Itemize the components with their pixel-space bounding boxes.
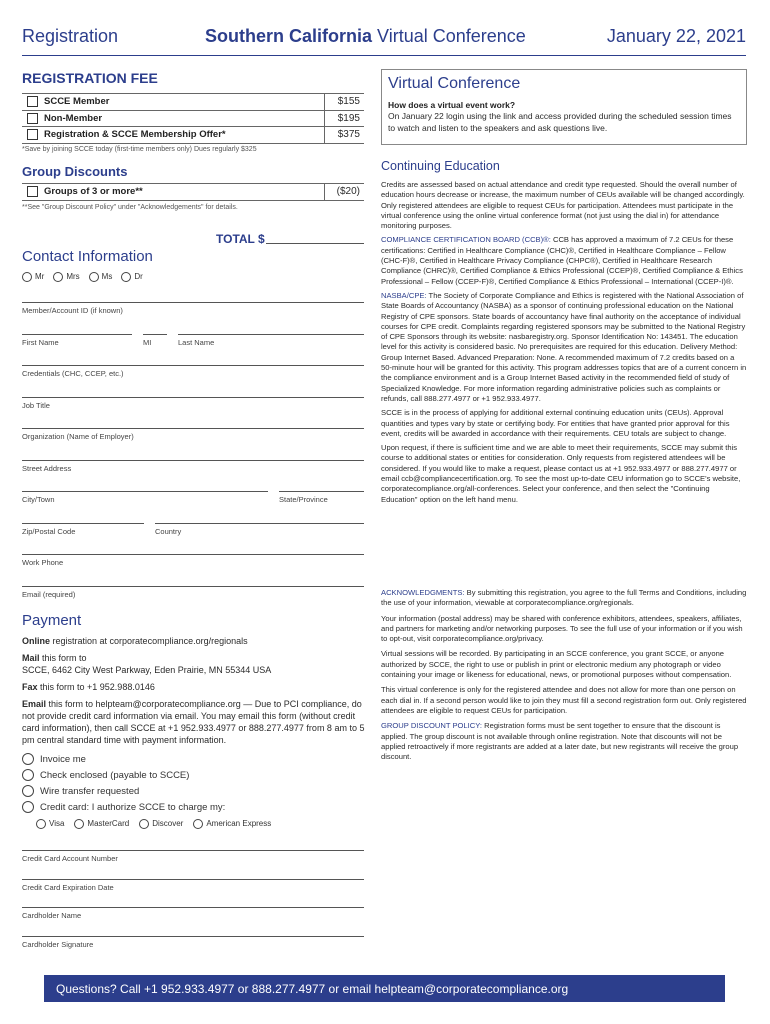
radio-icon bbox=[36, 819, 46, 829]
header-divider bbox=[22, 55, 746, 56]
card-type-group bbox=[36, 819, 271, 829]
registration-fee-title: REGISTRATION FEE bbox=[22, 70, 158, 86]
last-name-label: Last Name bbox=[178, 338, 215, 347]
group-discount-note: **See "Group Discount Policy" under "Acknowledgements" for details. bbox=[22, 204, 238, 211]
organization-field[interactable] bbox=[22, 428, 364, 429]
virtual-conference-box bbox=[381, 69, 747, 145]
first-name-field[interactable] bbox=[22, 334, 132, 335]
street-address-field[interactable] bbox=[22, 460, 364, 461]
header-region: Southern California bbox=[205, 26, 373, 46]
radio-icon bbox=[193, 819, 203, 829]
country-field[interactable] bbox=[155, 523, 364, 524]
header-event-type: Virtual Conference bbox=[372, 26, 526, 46]
radio-icon bbox=[139, 819, 149, 829]
fee-label: SCCE Member bbox=[44, 96, 110, 108]
payment-fax-text: this form to +1 952.988.0146 bbox=[37, 682, 155, 692]
card-label: Visa bbox=[49, 819, 65, 829]
city-label: City/Town bbox=[22, 495, 55, 504]
ce-ccb-lead: COMPLIANCE CERTIFICATION BOARD (CCB)®: bbox=[381, 235, 551, 245]
fee-amount: $375 bbox=[324, 127, 364, 143]
registration-fee-note: *Save by joining SCCE today (first-time members only) Dues regularly $325 bbox=[22, 146, 257, 153]
header-date: January 22, 2021 bbox=[606, 26, 746, 46]
fee-label: Registration & SCCE Membership Offer* bbox=[44, 129, 226, 141]
payment-email bbox=[22, 698, 367, 746]
card-number-field[interactable] bbox=[22, 850, 364, 851]
group-discount-label: Groups of 3 or more** bbox=[44, 186, 143, 198]
salutation-mrs[interactable] bbox=[53, 272, 79, 282]
payment-mail-text: this form to bbox=[39, 653, 87, 663]
payment-mail bbox=[22, 652, 367, 664]
header-conference-title bbox=[205, 26, 526, 47]
payment-mail-address: SCCE, 6462 City West Parkway, Eden Prairie, MN 55344 USA bbox=[22, 665, 272, 675]
card-label: Discover bbox=[152, 819, 184, 829]
work-phone-field[interactable] bbox=[22, 554, 364, 555]
radio-icon bbox=[22, 753, 34, 765]
payment-options bbox=[22, 751, 362, 815]
cardholder-signature-field[interactable] bbox=[22, 936, 364, 937]
card-discover[interactable] bbox=[139, 819, 183, 829]
card-visa[interactable] bbox=[36, 819, 64, 829]
option-invoice[interactable] bbox=[22, 751, 362, 767]
total-input-line[interactable] bbox=[266, 243, 364, 244]
cardholder-name-field[interactable] bbox=[22, 907, 364, 908]
ce-ccb-paragraph bbox=[381, 235, 747, 286]
option-label: Credit card: I authorize SCCE to charge my: bbox=[40, 801, 226, 813]
salutation-label: Ms bbox=[101, 272, 113, 282]
group-policy-text: Registration forms must be sent together to ensure that the discount is applied. The group discount is not available through online registration. Note that discounts will not be applied retroactively if more registrants are added at a later date, but new registrants will receive the group discount. bbox=[381, 721, 739, 762]
group-discounts-title: Group Discounts bbox=[22, 164, 128, 179]
salutation-label: Mr bbox=[35, 272, 45, 282]
ack-terms-paragraph bbox=[381, 588, 747, 609]
mi-field[interactable] bbox=[143, 334, 167, 335]
work-phone-label: Work Phone bbox=[22, 558, 64, 567]
card-amex[interactable] bbox=[193, 819, 271, 829]
virtual-conference-title: Virtual Conference bbox=[388, 75, 521, 92]
radio-icon bbox=[22, 801, 34, 813]
option-credit-card[interactable] bbox=[22, 799, 362, 815]
ce-ccb-text: CCB has approved a maximum of 7.2 CEUs for these certifications: Certified in Healthcare Compliance (CHC)®, Certified in Healthcare Compliance – Fellow (CHC-F)®, Certified in Healthcare Privacy Compliance (CHPC®), Certified in Healthcare Research Compliance (CHRC)®, Certified Compliance & Ethics Professional (CCEP)®, Certified Compliance & Ethics Professional – Fellow (CCEP-F)®, Certified Compliance & Ethics Professional – International (CCEP-I)®. bbox=[381, 235, 743, 286]
payment-instructions bbox=[22, 635, 367, 746]
payment-email-text: this form to helpteam@corporatecompliance.org — Due to PCI compliance, do not provide credit card information via email. You may email this form (without credit card information), then call SCCE at +1 952.933.4977 or 888.277.4977 from 8 am to 5 pm central standard time with payment information. bbox=[22, 699, 365, 745]
ce-nasba-paragraph bbox=[381, 291, 747, 404]
payment-title: Payment bbox=[22, 612, 82, 629]
card-mastercard[interactable] bbox=[74, 819, 129, 829]
cardholder-signature-label: Cardholder Signature bbox=[22, 940, 94, 949]
payment-online-bold: Online bbox=[22, 636, 51, 646]
cardholder-name-label: Cardholder Name bbox=[22, 911, 82, 920]
fee-amount: $155 bbox=[324, 94, 364, 110]
credentials-field[interactable] bbox=[22, 365, 364, 366]
radio-icon bbox=[53, 272, 63, 282]
fee-amount: $195 bbox=[324, 111, 364, 127]
card-expiration-field[interactable] bbox=[22, 879, 364, 880]
country-label: Country bbox=[155, 527, 182, 536]
ce-nasba-lead: NASBA/CPE: bbox=[381, 290, 427, 300]
fee-label: Non-Member bbox=[44, 112, 103, 124]
group-discount-table bbox=[22, 183, 364, 201]
card-expiration-label: Credit Card Expiration Date bbox=[22, 883, 114, 892]
ce-request-paragraph: Upon request, if there is sufficient time and we are able to meet their requirements, SCCE may submit this course to additional states or entities for consideration. Only requests from registered attendees will be considered. If you would like to make a request, please contact us at +1 952.933.4977 or 888.277.4977 or email ccb@compliancecertification.org. To see the most up-to-date CEU information go to SCCE's website, corporatecompliance.org/all-conferences. Select your conference, and then select the "Continuing Education" option on the left hand menu. bbox=[381, 443, 741, 504]
payment-online bbox=[22, 635, 367, 647]
email-label: Email (required) bbox=[22, 590, 76, 599]
street-address-label: Street Address bbox=[22, 464, 72, 473]
footer-contact-bar bbox=[44, 975, 725, 1002]
virtual-conference-question: How does a virtual event work? bbox=[388, 100, 516, 110]
job-title-field[interactable] bbox=[22, 397, 364, 398]
fee-membership-checkbox[interactable] bbox=[27, 129, 38, 140]
radio-icon bbox=[22, 785, 34, 797]
ack-terms-text: By submitting this registration, you agree to the full Terms and Conditions, including the use of your information, viewable at corporatecompliance.org/regionals. bbox=[381, 588, 747, 608]
radio-icon bbox=[89, 272, 99, 282]
registration-fee-table bbox=[22, 93, 364, 144]
payment-online-text: registration at corporatecompliance.org/regionals bbox=[50, 636, 248, 646]
footer-contact-text: Questions? Call +1 952.933.4977 or 888.277.4977 or email helpteam@corporatecompliance.org bbox=[56, 981, 569, 996]
ack-attendee-paragraph: This virtual conference is only for the registered attendee and does not allow for more than one person on each dial in. If a second person would like to join they must fill a second registration form out. Only registered attendees are eligible to request CEUs for participation. bbox=[381, 685, 747, 715]
card-number-label: Credit Card Account Number bbox=[22, 854, 118, 863]
last-name-field[interactable] bbox=[178, 334, 364, 335]
continuing-education-title: Continuing Education bbox=[381, 159, 500, 173]
group-discount-row bbox=[22, 184, 364, 201]
payment-fax-bold: Fax bbox=[22, 682, 38, 692]
fee-row-member bbox=[22, 94, 364, 111]
card-label: MasterCard bbox=[87, 819, 130, 829]
salutation-mr[interactable] bbox=[22, 272, 44, 282]
group-policy-lead: GROUP DISCOUNT POLICY: bbox=[381, 721, 482, 731]
ack-group-policy-paragraph bbox=[381, 721, 747, 762]
radio-icon bbox=[74, 819, 84, 829]
ce-external-paragraph: SCCE is in the process of applying for additional external continuing education units (CEUs). Approval quantities and types vary by state or certifying body. For entities that have granted prior approval for this event, credits will be awarded in accordance with their requirements. CEU totals are subject to change. bbox=[381, 408, 730, 438]
radio-icon bbox=[121, 272, 131, 282]
group-discount-amount: ($20) bbox=[324, 184, 364, 200]
fee-nonmember-checkbox[interactable] bbox=[27, 113, 38, 124]
zip-field[interactable] bbox=[22, 523, 144, 524]
mi-label: MI bbox=[143, 338, 152, 347]
salutation-label: Mrs bbox=[66, 272, 80, 282]
total-label: TOTAL $ bbox=[216, 232, 265, 246]
city-field[interactable] bbox=[22, 491, 268, 492]
fee-member-checkbox[interactable] bbox=[27, 96, 38, 107]
payment-email-bold: Email bbox=[22, 699, 47, 709]
fee-row-nonmember bbox=[22, 111, 364, 128]
member-id-label: Member/Account ID (if known) bbox=[22, 306, 123, 315]
organization-label: Organization (Name of Employer) bbox=[22, 432, 134, 441]
salutation-label: Dr bbox=[134, 272, 143, 282]
option-wire[interactable] bbox=[22, 783, 362, 799]
ack-privacy-paragraph: Your information (postal address) may be shared with conference exhibitors, attendees, speakers, affiliates, and partners for marketing and/or networking purposes. To see the full use of your information or if you wish to opt-out, visit corporatecompliance.org/privacy. bbox=[381, 613, 743, 644]
zip-label: Zip/Postal Code bbox=[22, 527, 76, 536]
salutation-ms[interactable] bbox=[89, 272, 113, 282]
ack-recording-paragraph: Virtual sessions will be recorded. By participating in an SCCE conference, you grant SCCE, or anyone authorized by SCCE, the right to use or publish in print or electronic medium any photograph or video containing your image or likeness for educational, news, or promotional purposes without compensation. bbox=[381, 649, 732, 680]
contact-title: Contact Information bbox=[22, 248, 153, 265]
option-check[interactable] bbox=[22, 767, 362, 783]
payment-mail-bold: Mail bbox=[22, 653, 40, 663]
virtual-conference-answer: On January 22 login using the link and access provided during the scheduled session times to watch and listen to the speakers and ask questions live. bbox=[388, 111, 732, 133]
radio-icon bbox=[22, 272, 32, 282]
ce-paragraph: Credits are assessed based on actual attendance and credit type requested. Should the overall number of education hours decrease or increase, the maximum number of CEUs available will be changed accordingly. Only registered attendees are eligible to request CEUs for participation. Attendees must participate in the virtual conference using the online virtual conference format (not just using the dial in) for attendance monitoring purposes. bbox=[381, 180, 745, 231]
option-label: Wire transfer requested bbox=[40, 785, 140, 797]
member-id-field[interactable] bbox=[22, 302, 364, 303]
email-field[interactable] bbox=[22, 586, 364, 587]
ce-nasba-text: The Society of Corporate Compliance and Ethics is registered with the National Association of State Boards of Accountancy (NASBA) as a sponsor of continuing professional education on the National Registry of CPE sponsors. State boards of accountancy have final authority on the acceptance of individual courses for CPE credit. Complaints regarding registered sponsors may be submitted to the National Registry of CPE Sponsors through its website: nasbaregistry.org. Sponsor Identification No: 143451. The education level for this activity is considered basic. No prerequisites are required for this education. Delivery Method: Group Internet Based. Advanced Preparation: None. A recommended maximum of 7.2 credits based on a 50-minute hour will be granted for this activity. This program addresses topics that are of a current concern in the compliance environment and is a Group Internet Based activity in the recommended field of study of Specialized Knowledge. For more information regarding administrative policies such as complaints or refunds, call 888.277.4977 or +1 952.933.4977. bbox=[381, 290, 747, 403]
payment-fax bbox=[22, 681, 367, 693]
group-discount-checkbox[interactable] bbox=[27, 186, 38, 197]
radio-icon bbox=[22, 769, 34, 781]
first-name-label: First Name bbox=[22, 338, 59, 347]
salutation-group bbox=[22, 272, 143, 282]
header-registration-label: Registration bbox=[22, 26, 119, 46]
option-label: Invoice me bbox=[40, 753, 86, 765]
state-field[interactable] bbox=[279, 491, 364, 492]
continuing-education-body bbox=[381, 180, 747, 505]
state-label: State/Province bbox=[279, 495, 328, 504]
job-title-label: Job Title bbox=[22, 401, 50, 410]
salutation-dr[interactable] bbox=[121, 272, 142, 282]
ack-lead: ACKNOWLEDGMENTS: bbox=[381, 588, 465, 597]
credentials-label: Credentials (CHC, CCEP, etc.) bbox=[22, 369, 124, 378]
acknowledgments-body bbox=[381, 588, 747, 762]
fee-row-membership-offer bbox=[22, 127, 364, 144]
card-label: American Express bbox=[206, 819, 272, 829]
option-label: Check enclosed (payable to SCCE) bbox=[40, 769, 190, 781]
